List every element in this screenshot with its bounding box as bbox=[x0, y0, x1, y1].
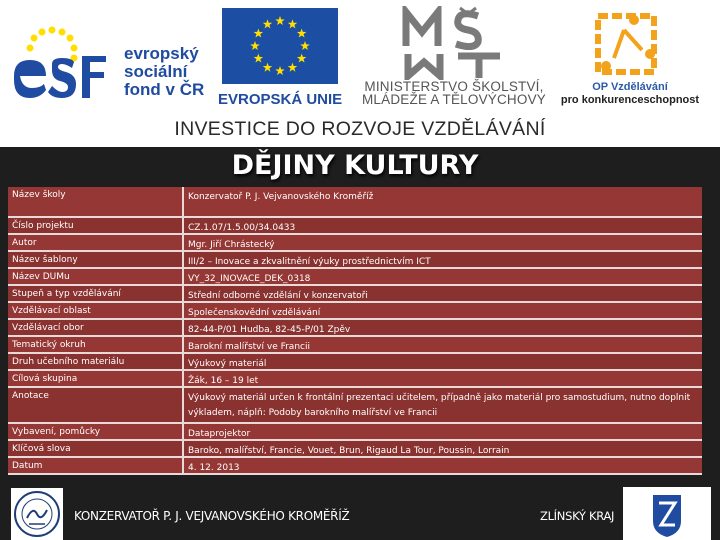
esf-line-2: sociální bbox=[124, 62, 188, 81]
msmt-line-1: MINISTERSTVO ŠKOLSTVÍ, bbox=[364, 79, 544, 94]
eu-flag bbox=[222, 8, 338, 84]
info-row bbox=[8, 218, 702, 235]
info-row-label: Klíčová slova bbox=[8, 441, 184, 456]
footer-school-name: KONZERVATOŘ P. J. VEJVANOVSKÉHO KROMĚŘÍŽ bbox=[74, 509, 350, 523]
zlin-region-logo bbox=[623, 487, 711, 540]
info-row bbox=[8, 388, 702, 424]
konzervator-logo bbox=[11, 488, 63, 540]
eu-text: EVROPSKÁ UNIE bbox=[218, 91, 343, 108]
info-row-value: CZ.1.07/1.5.00/34.0433 bbox=[188, 223, 296, 233]
info-row-value: Konzervatoř P. J. Vejvanovského Kroměříž bbox=[188, 192, 374, 202]
info-row-value: Výukový materiál bbox=[188, 359, 267, 369]
info-table bbox=[8, 187, 702, 475]
info-row-label: Název školy bbox=[8, 187, 184, 216]
msmt-line-2: MLÁDEŽE A TĚLOVÝCHOVY bbox=[361, 92, 546, 107]
info-row bbox=[8, 303, 702, 320]
msmt-text bbox=[346, 80, 562, 106]
op-line-2: pro konkurenceschopnost bbox=[560, 94, 700, 106]
info-row-label: Cílová skupina bbox=[8, 371, 184, 386]
info-row-value: Dataprojektor bbox=[188, 429, 251, 439]
esf-logo bbox=[6, 8, 116, 110]
info-row-value: 4. 12. 2013 bbox=[188, 463, 240, 473]
info-row-value: Výukový materiál určen k frontální prezentaci učitelem, případně jako materiál pro samostudium, nutno doplnit výkladem, náplň: Podoby barokního malířství ve Francii bbox=[188, 393, 691, 418]
info-row-label: Název šablony bbox=[8, 252, 184, 267]
info-row-value: Barokní malířství ve Francii bbox=[188, 342, 310, 352]
op-line-1: OP Vzdělávání bbox=[592, 81, 668, 93]
esf-line-1: evropský bbox=[124, 44, 199, 63]
info-row bbox=[8, 458, 702, 475]
info-row bbox=[8, 252, 702, 269]
info-row bbox=[8, 354, 702, 371]
info-row-label: Číslo projektu bbox=[8, 218, 184, 233]
footer-region-name: ZLÍNSKÝ KRAJ bbox=[540, 509, 615, 523]
op-text bbox=[560, 81, 700, 107]
info-row-value: Společenskovědní vzdělávání bbox=[188, 308, 321, 318]
info-row bbox=[8, 424, 702, 441]
esf-line-3: fond v ČR bbox=[124, 80, 205, 99]
info-row bbox=[8, 235, 702, 252]
op-logo bbox=[594, 10, 672, 78]
info-row-value: Střední odborné vzdělání v konzervatoři bbox=[188, 291, 368, 301]
info-row-value: 82-44-P/01 Hudba, 82-45-P/01 Zpěv bbox=[188, 325, 351, 335]
page-title: DĚJINY KULTURY bbox=[231, 150, 479, 181]
info-row-label: Název DUMu bbox=[8, 269, 184, 284]
invest-slogan: INVESTICE DO ROZVOJE VZDĚLÁVÁNÍ bbox=[174, 118, 546, 140]
info-row bbox=[8, 269, 702, 286]
info-row-value: Mgr. Jiří Chrástecký bbox=[188, 240, 275, 250]
info-row-label: Datum bbox=[8, 458, 184, 473]
info-row bbox=[8, 441, 702, 458]
esf-text bbox=[124, 45, 204, 99]
info-row-label: Druh učebního materiálu bbox=[8, 354, 184, 369]
info-row bbox=[8, 187, 702, 218]
info-row-value: III/2 – Inovace a zkvalitnění výuky prostřednictvím ICT bbox=[188, 257, 431, 267]
info-row-label: Tematický okruh bbox=[8, 337, 184, 352]
info-row-label: Anotace bbox=[8, 388, 184, 422]
info-row-value: Baroko, malířství, Francie, Vouet, Brun, Rigaud La Tour, Poussin, Lorrain bbox=[188, 446, 510, 456]
info-row-label: Vzdělávací oblast bbox=[8, 303, 184, 318]
msmt-logo bbox=[400, 6, 508, 80]
info-row-value: VY_32_INOVACE_DEK_0318 bbox=[188, 274, 311, 284]
info-row-label: Stupeň a typ vzdělávání bbox=[8, 286, 184, 301]
info-row-label: Vzdělávací obor bbox=[8, 320, 184, 335]
info-row bbox=[8, 320, 702, 337]
header-banner bbox=[0, 0, 720, 147]
info-row bbox=[8, 286, 702, 303]
info-row-value: Žák, 16 – 19 let bbox=[188, 376, 259, 386]
info-row-label: Autor bbox=[8, 235, 184, 250]
info-row bbox=[8, 337, 702, 354]
info-row-label: Vybavení, pomůcky bbox=[8, 424, 184, 439]
info-row bbox=[8, 371, 702, 388]
